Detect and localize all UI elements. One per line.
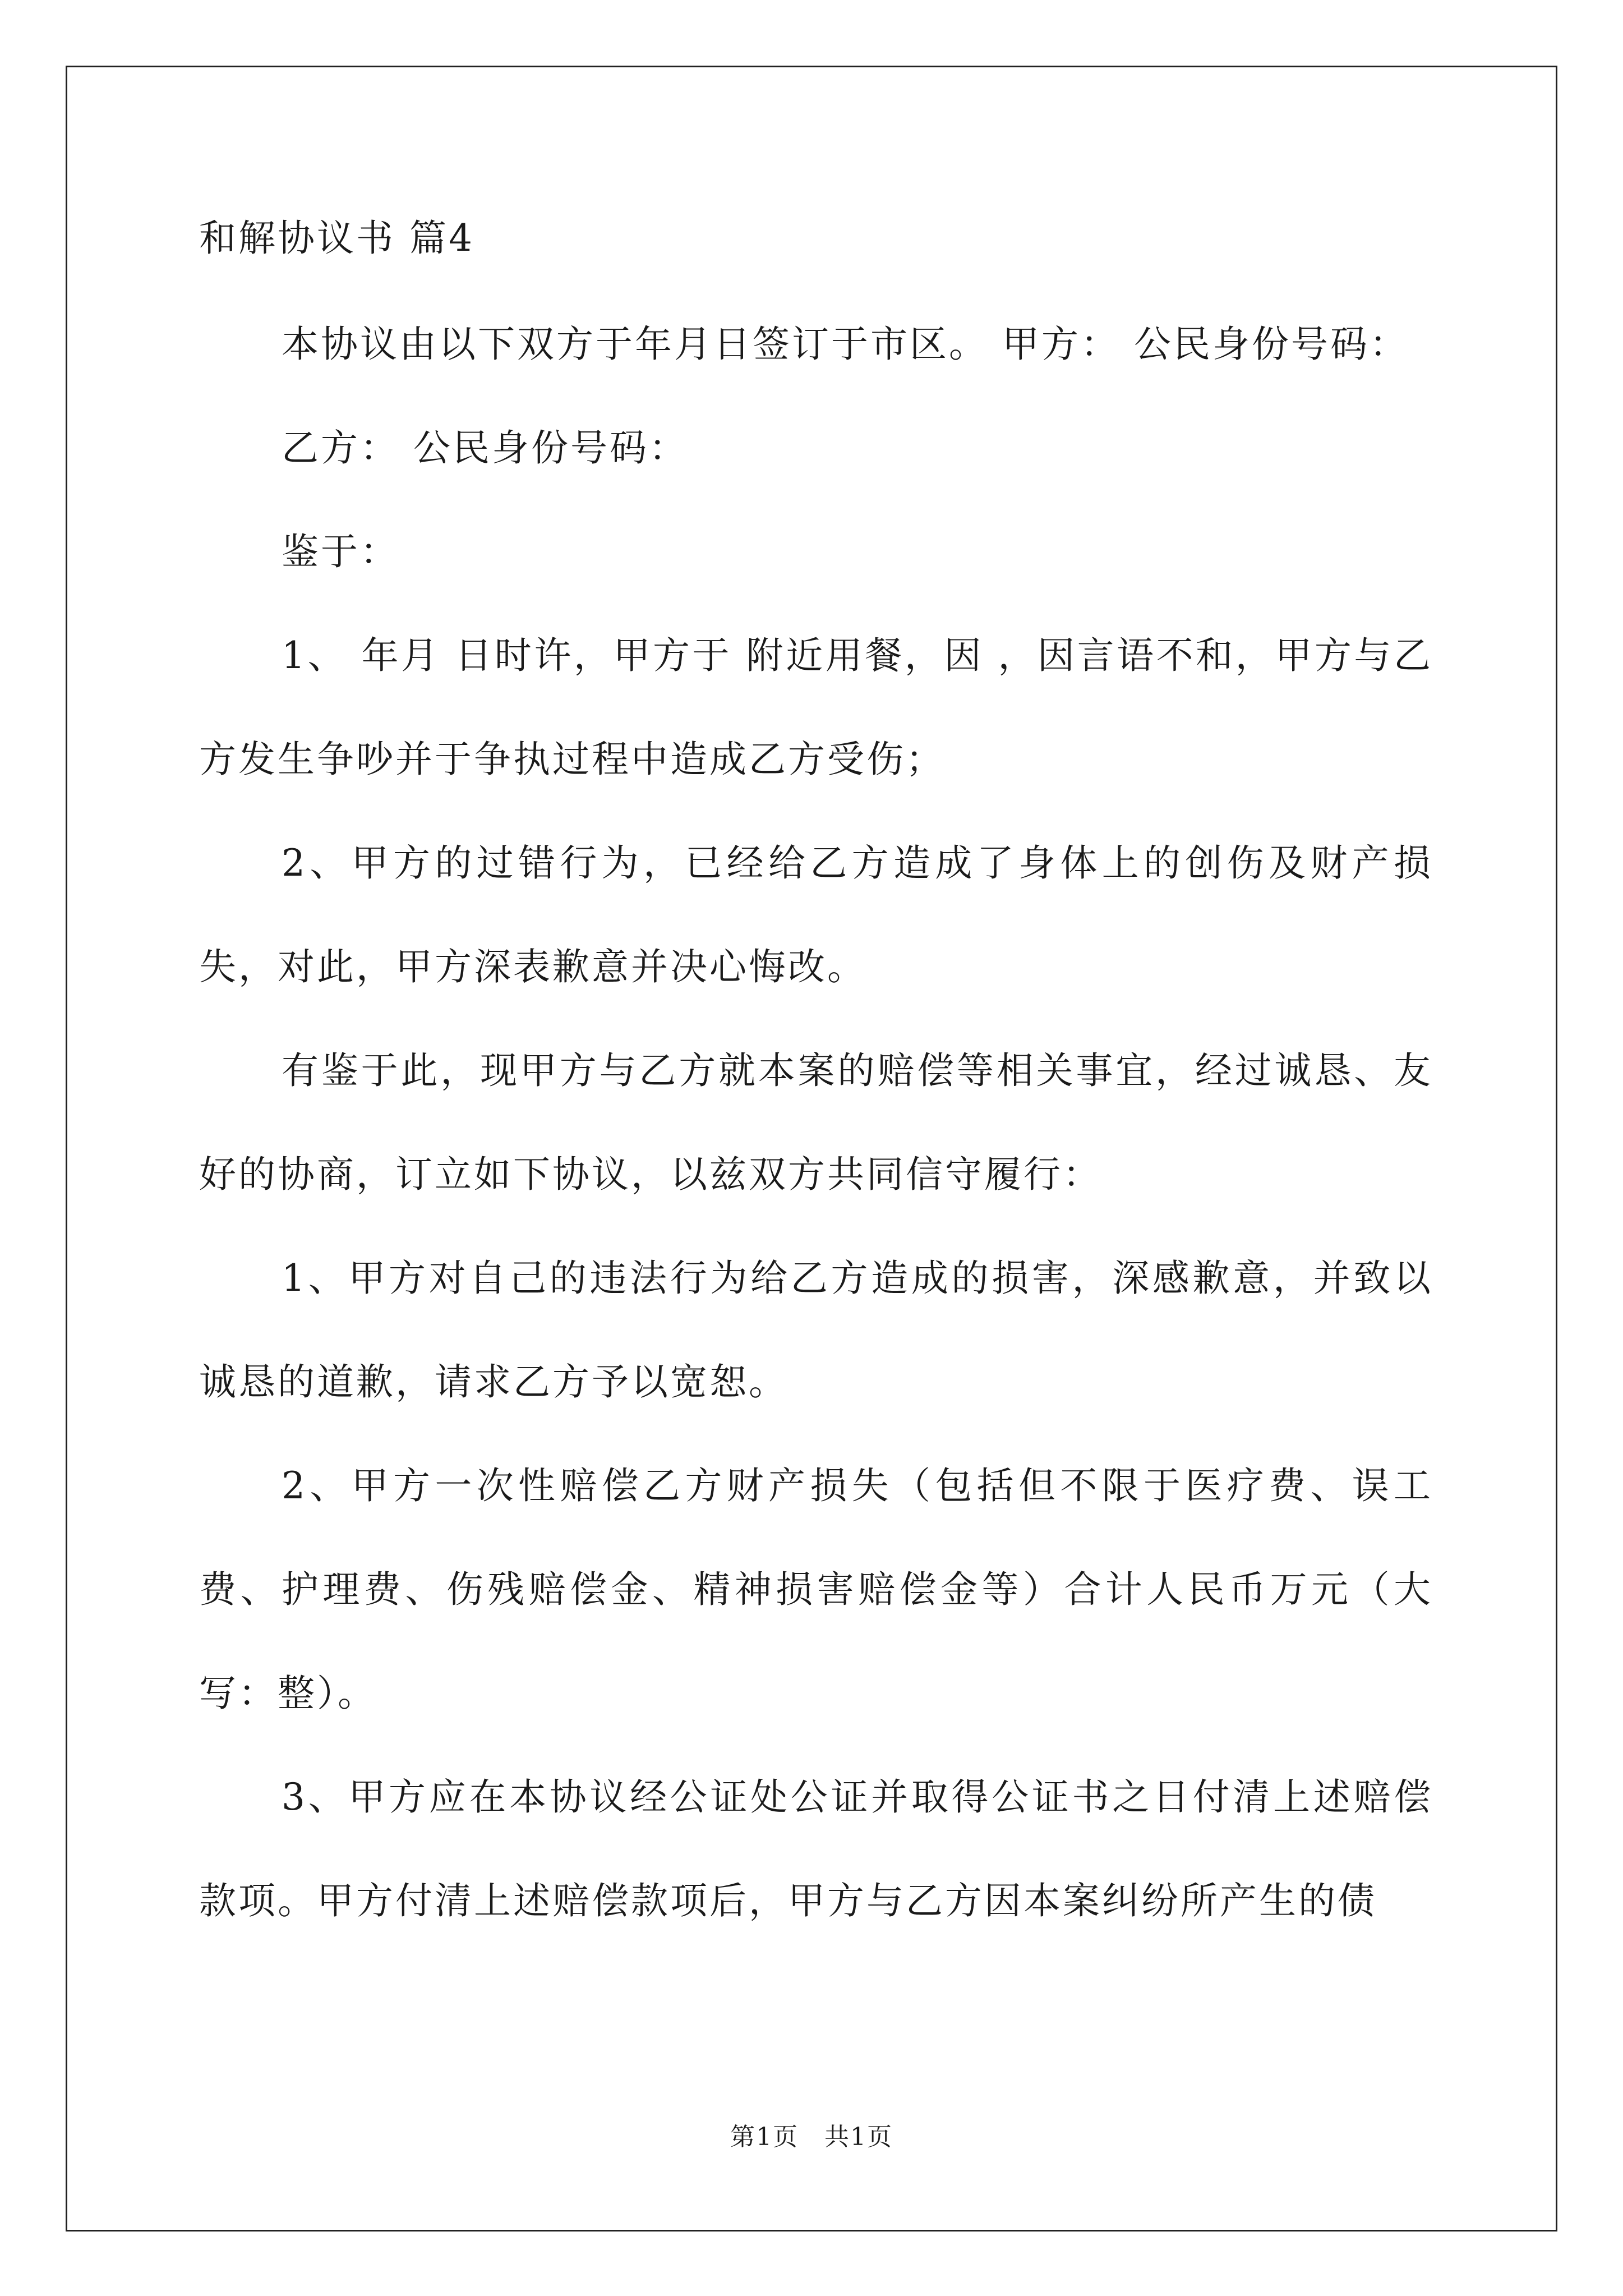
paragraph-clause-1: 1、甲方对自己的违法行为给乙方造成的损害，深感歉意，并致以诚恳的道歉，请求乙方予以宽恕。 [199,1257,1433,1404]
paragraph-whereas: 鉴于： [282,530,399,573]
paragraph-parties: 本协议由以下双方于年月日签订于市区。 甲方： 公民身份号码： [282,323,1409,366]
paragraph-agreement-intro: 有鉴于此，现甲方与乙方就本案的赔偿等相关事宜，经过诚恳、友好的协商，订立如下协议，以兹双方共同信守履行： [199,1049,1433,1196]
paragraph-party-b: 乙方： 公民身份号码： [282,426,688,470]
paragraph-clause-2: 2、甲方一次性赔偿乙方财产损失（包括但不限于医疗费、误工费、护理费、伤残赔偿金、精神损害赔偿金等）合计人民币万元（大写：整）。 [199,1464,1433,1715]
document-title: 和解协议书 篇4 [199,217,474,260]
page-number-footer: 第1页 共1页 [730,2123,893,2151]
paragraph-clause-3: 3、甲方应在本协议经公证处公证并取得公证书之日付清上述赔偿款项。甲方付清上述赔偿款项后，甲方与乙方因本案纠纷所产生的债 [199,1775,1433,1922]
document-body [199,213,1433,1953]
paragraph-whereas-2: 2、甲方的过错行为，已经给乙方造成了身体上的创伤及财产损失，对此，甲方深表歉意并决心悔改。 [199,841,1433,988]
paragraph-whereas-1: 1、 年月 日时许，甲方于 附近用餐，因 ，因言语不和，甲方与乙方发生争吵并于争执过程中造成乙方受伤； [199,634,1433,781]
